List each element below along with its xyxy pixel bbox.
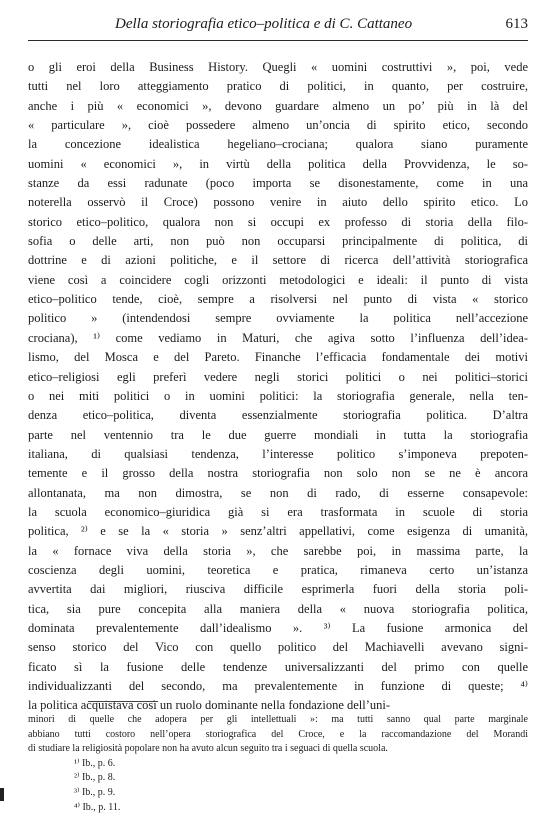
body-line: politico » (intendendosi sempre ovviamente la politica nell’accezione bbox=[28, 311, 528, 326]
body-line: « particulare », cioè possedere almeno un’oncia di spirito etico, secondo bbox=[28, 118, 528, 133]
body-text bbox=[28, 58, 528, 716]
body-line: individualizzanti del secondo, ma prevalentemente in funzione di queste; ⁴⁾ bbox=[28, 679, 528, 693]
body-line: etico–religiosi egli preferì vedere negli storici politici o nei politici–storici bbox=[28, 369, 528, 384]
body-line: la scuola economico–giuridica già si era trasformata in scuole di storia bbox=[28, 504, 528, 519]
body-line: storico etico–politico, qualora non si occupi ex professo di storia della filo- bbox=[28, 214, 528, 229]
body-line: la politica acquistava così un ruolo dominante nella fondazione dell’uni- bbox=[28, 698, 391, 713]
footnote-rule bbox=[88, 701, 158, 702]
header-rule bbox=[28, 40, 528, 41]
body-line: o gli eroi della Business History. Quegli « uomini costruttivi », poi, vede bbox=[28, 60, 528, 74]
body-line: stanze da essi radunate (poco importa se disonestamente, come in una bbox=[28, 176, 528, 191]
body-line: anche i più « economici », devono guardare almeno un po’ più in là del bbox=[28, 98, 528, 113]
body-line: ficato sì la fusione delle tendenze universalizzanti del primo con quelle bbox=[28, 659, 528, 674]
body-line: dominata prevalentemente dall’idealismo ». ³⁾ La fusione armonica del bbox=[28, 620, 528, 635]
body-line: denza etico–politica, diventa essenzialmente storiografia politica. D’altra bbox=[28, 408, 528, 423]
body-line: avvertita dai migliori, riusciva difficile esprimerla fuori della storia poli- bbox=[28, 582, 528, 597]
footnote-4: ⁴⁾ Ib., p. 11. bbox=[74, 801, 121, 813]
body-line: la « fornace viva della storia », che sarebbe poi, in massima parte, la bbox=[28, 543, 528, 558]
body-line: crociana), ¹⁾ come vediamo in Maturi, che agiva sotto l’influenza dell’idea- bbox=[28, 330, 528, 345]
body-line: viene così a coincidere cogli orizzonti metodologici e ideali: il punto di vista bbox=[28, 272, 528, 287]
body-line: o nei miti politici o in uomini politici: la storiografia generale, nella ten- bbox=[28, 388, 528, 403]
body-line: la concezione idealistica hegeliano–crociana; qualora siano puramente bbox=[28, 137, 528, 152]
body-line: sofia o delle arti, non può non occuparsi principalmente di politica, di bbox=[28, 234, 528, 249]
body-line: uomini « economici », in virtù della politica della Provvidenza, le so- bbox=[28, 156, 528, 171]
body-line: italiana, di qualsiasi tendenza, l’interesse politico s’imponeva prepoten- bbox=[28, 446, 528, 461]
footnote-continuation-line: abbiano tutti costoro nell’opera storiografica del Croce, e la raccomandazione del Morandi bbox=[28, 728, 528, 740]
footnote-3: ³⁾ Ib., p. 9. bbox=[74, 786, 116, 798]
body-line: politica, ²⁾ e se la « storia » senz’altri appellativi, come esigenza di umanità, bbox=[28, 524, 528, 539]
footnote-1: ¹⁾ Ib., p. 6. bbox=[74, 757, 116, 769]
body-line: dottrine e di azioni politiche, e il settore di ricerca dell’attività storiografica bbox=[28, 253, 528, 268]
body-line: etico–politico tende, cioè, sempre a risolversi nel punto di vista « storico bbox=[28, 292, 528, 307]
body-line: tica, sia pure concepita alla maniera della « nuova storiografia politica, bbox=[28, 601, 528, 616]
body-line: senso storico del Vico con quello politico del Machiavelli avevano signi- bbox=[28, 640, 528, 655]
body-line: noterella osservò il Croce) possono venire in aiuto dello spirito etico. Lo bbox=[28, 195, 528, 210]
running-header bbox=[115, 16, 528, 40]
footnote-continuation-line: di studiare la religiosità popolare non ha avuto alcun seguito tra i seguaci di quella scuola. bbox=[28, 743, 388, 755]
margin-mark bbox=[0, 788, 4, 801]
page-number: 613 bbox=[505, 16, 528, 32]
footnote-2: ²⁾ Ib., p. 8. bbox=[74, 772, 116, 784]
body-line: tutti nel loro atteggiamento pratico di politici, in quanto, per costruire, bbox=[28, 79, 528, 94]
body-line: lismo, del Mosca e del Pareto. Finanche l’efficacia fondamentale dei motivi bbox=[28, 350, 528, 365]
body-line: parte nel ventennio tra le due guerre mondiali in tutta la storiografia bbox=[28, 427, 528, 442]
footnotes bbox=[28, 713, 528, 815]
running-title: Della storiografia etico–politica e di C. Cattaneo bbox=[115, 16, 413, 32]
footnote-continuation-line: minori di quelle che adopera per gli intellettuali »: ma tutti sanno qual parte marginale bbox=[28, 714, 528, 725]
body-line: coscienza degli uomini, teoretica e pratica, rimaneva certo un’istanza bbox=[28, 562, 528, 577]
body-line: allontanata, ma non dimostra, se non di rado, di esserne consapevole: bbox=[28, 485, 528, 500]
body-line: temente e il grosso della nostra storiografia non solo non se ne è ancora bbox=[28, 466, 528, 481]
